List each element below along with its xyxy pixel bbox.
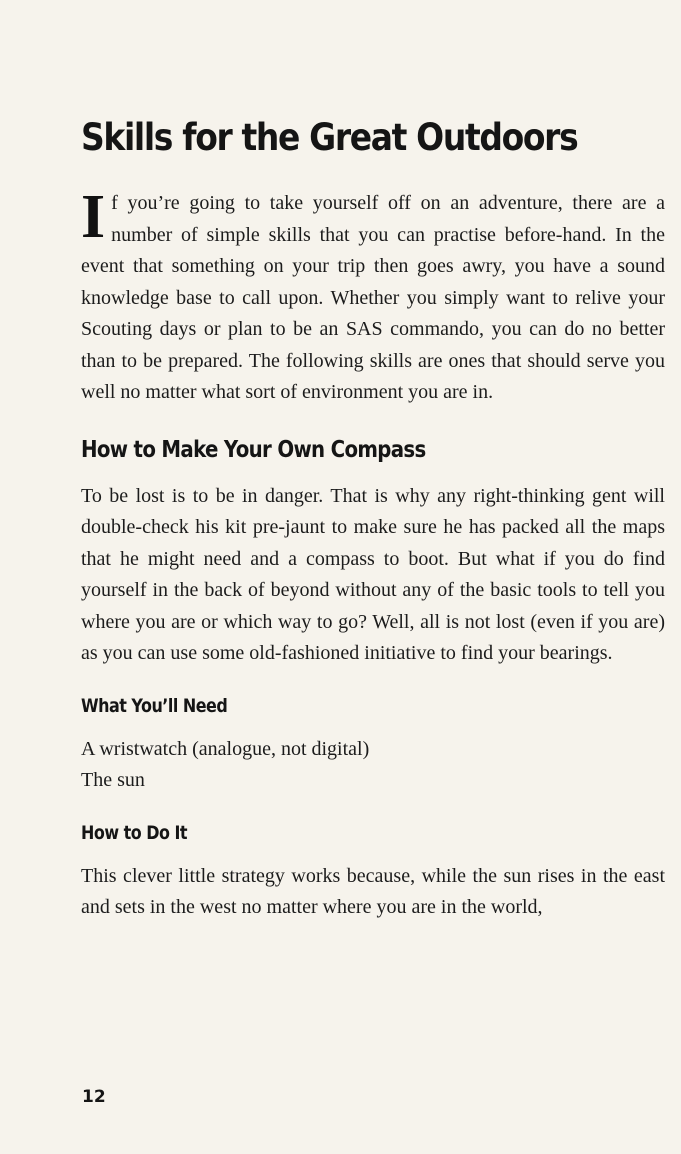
how-paragraph: This clever little strategy works because, while the sun rises in the east and sets in the west no matter where you are in the world,	[81, 864, 665, 918]
intro-text: f you’re going to take yourself off on an adventure, there are a number of simple skills that you can practise before-hand. In the event that something on your trip then goes awry, you have a sound knowledge base to call upon. Whether you simply want to relive your Scouting days or plan to be an SAS commando, you can do no better than to be prepared. The following skills are ones that should serve you well no matter what sort of environment you are in.	[81, 192, 665, 403]
drop-cap: I	[81, 183, 106, 251]
needs-heading: What You’ll Need	[81, 694, 228, 717]
intro-paragraph	[81, 183, 665, 409]
page-number: 12	[82, 1087, 106, 1107]
needs-item: The sun	[81, 769, 145, 791]
section-heading: How to Make Your Own Compass	[81, 436, 426, 463]
needs-list	[81, 734, 665, 797]
page-content	[81, 112, 665, 924]
how-heading: How to Do It	[81, 821, 188, 844]
needs-item: A wristwatch (analogue, not digital)	[81, 737, 370, 760]
chapter-title: Skills for the Great Outdoors	[81, 116, 578, 159]
section-paragraph: To be lost is to be in danger. That is why any right-thinking gent will double-check his kit pre-jaunt to make sure he has packed all the maps that he might need and a compass to boot. But what if you do find yourself in the back of beyond without any of the basic tools to tell you where you are or which way to go? Well, all is not lost (even if you are) as you can use some old-fashioned initiative to find your bearings.	[81, 484, 665, 664]
